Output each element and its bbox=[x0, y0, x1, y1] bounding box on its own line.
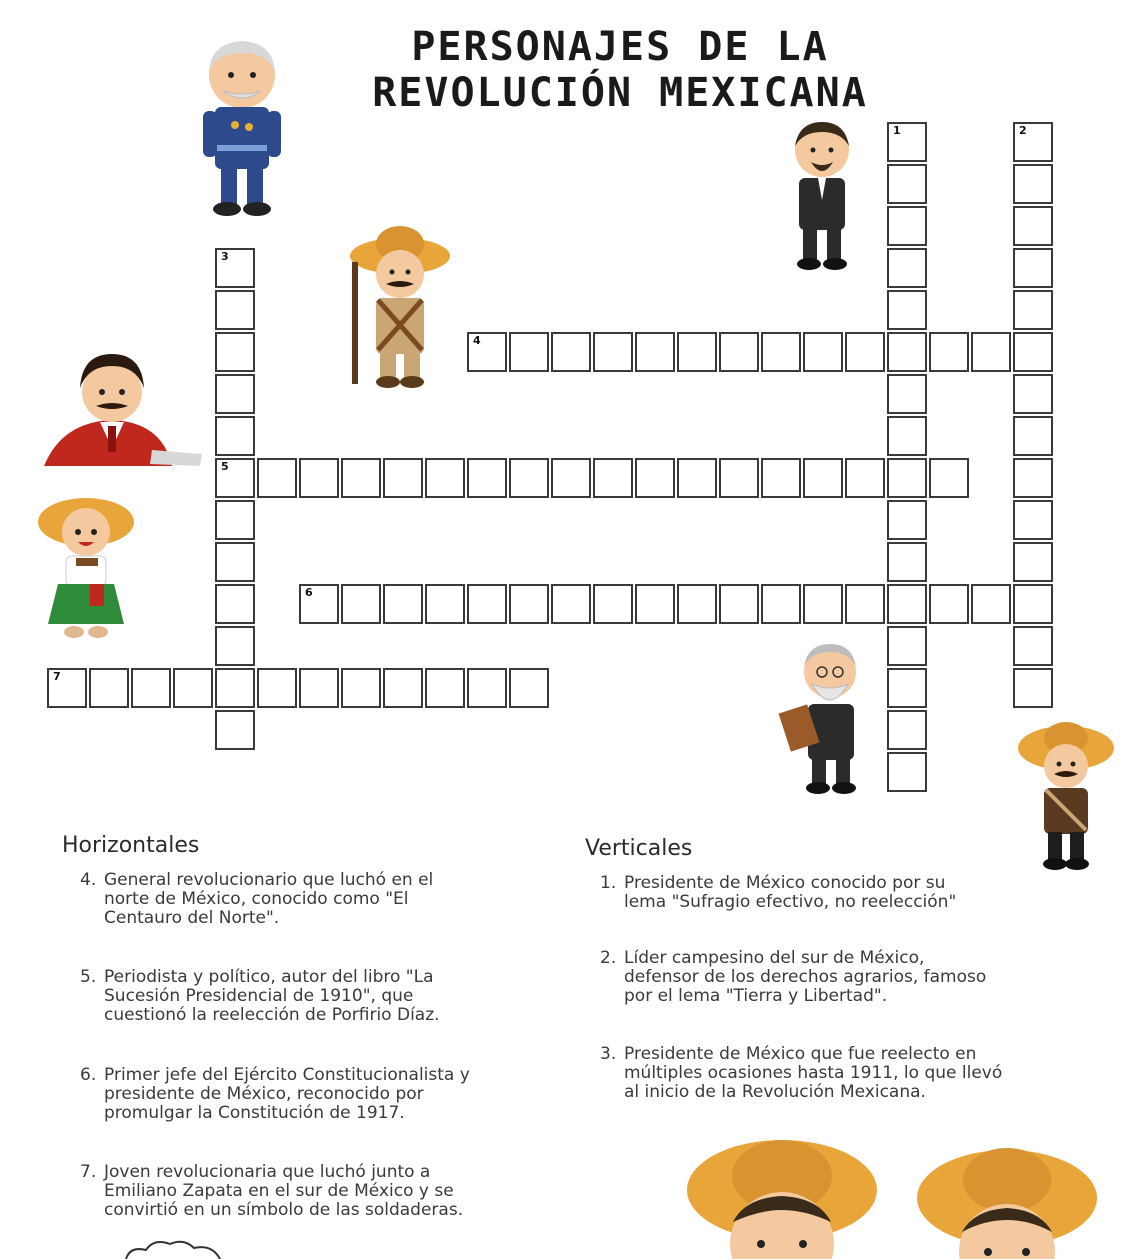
crossword-cell[interactable] bbox=[761, 584, 801, 624]
crossword-cell[interactable] bbox=[509, 584, 549, 624]
crossword-cell[interactable] bbox=[803, 584, 843, 624]
clue-number: 5. bbox=[80, 967, 97, 987]
crossword-cell[interactable] bbox=[1013, 374, 1053, 414]
crossword-cell[interactable] bbox=[1013, 626, 1053, 666]
title-line-1: PERSONAJES DE LA bbox=[411, 24, 829, 70]
crossword-cell[interactable] bbox=[257, 458, 297, 498]
crossword-cell[interactable] bbox=[887, 458, 927, 498]
crossword-cell[interactable] bbox=[467, 332, 507, 372]
crossword-cell[interactable] bbox=[341, 458, 381, 498]
crossword-cell[interactable] bbox=[1013, 122, 1053, 162]
crossword-cell[interactable] bbox=[47, 668, 87, 708]
clue-line: General revolucionario que luchó en el bbox=[104, 870, 434, 890]
crossword-cell[interactable] bbox=[887, 752, 927, 792]
crossword-cell[interactable] bbox=[635, 332, 675, 372]
crossword-cell[interactable] bbox=[719, 458, 759, 498]
crossword-cell[interactable] bbox=[677, 458, 717, 498]
crossword-cell[interactable] bbox=[341, 668, 381, 708]
clue-vertical-3 bbox=[600, 1044, 1124, 1102]
clue-number-label: 4 bbox=[473, 334, 481, 347]
crossword-cell[interactable] bbox=[719, 332, 759, 372]
zapata-illustration bbox=[1016, 716, 1116, 874]
crossword-cell[interactable] bbox=[215, 290, 255, 330]
crossword-cell[interactable] bbox=[887, 584, 927, 624]
clue-line: por el lema "Tierra y Libertad". bbox=[624, 986, 888, 1006]
porfirio-diaz-illustration bbox=[195, 35, 290, 220]
crossword-cell[interactable] bbox=[593, 332, 633, 372]
crossword-cell[interactable] bbox=[509, 458, 549, 498]
crossword-cell[interactable] bbox=[467, 458, 507, 498]
crossword-cell[interactable] bbox=[299, 668, 339, 708]
crossword-cell[interactable] bbox=[971, 584, 1011, 624]
crossword-cell[interactable] bbox=[551, 584, 591, 624]
crossword-cell[interactable] bbox=[215, 542, 255, 582]
crossword-cell[interactable] bbox=[593, 458, 633, 498]
cloud-decoration-icon bbox=[120, 1238, 230, 1259]
clue-line: Joven revolucionaria que luchó junto a bbox=[104, 1162, 431, 1182]
crossword-cell[interactable] bbox=[299, 458, 339, 498]
page-title bbox=[300, 24, 940, 116]
crossword-cell[interactable] bbox=[803, 458, 843, 498]
crossword-cell[interactable] bbox=[887, 626, 927, 666]
crossword-cell[interactable] bbox=[215, 416, 255, 456]
crossword-cell[interactable] bbox=[215, 458, 255, 498]
crossword-cell[interactable] bbox=[1013, 206, 1053, 246]
crossword-cell[interactable] bbox=[341, 584, 381, 624]
crossword-cell[interactable] bbox=[383, 458, 423, 498]
clue-number: 2. bbox=[600, 948, 617, 968]
crossword-cell[interactable] bbox=[215, 626, 255, 666]
crossword-cell[interactable] bbox=[887, 710, 927, 750]
crossword-cell[interactable] bbox=[467, 584, 507, 624]
crossword-cell[interactable] bbox=[887, 290, 927, 330]
clue-number: 4. bbox=[80, 870, 97, 890]
crossword-cell[interactable] bbox=[845, 332, 885, 372]
crossword-cell[interactable] bbox=[761, 458, 801, 498]
crossword-cell[interactable] bbox=[215, 248, 255, 288]
clue-number: 3. bbox=[600, 1044, 617, 1064]
crossword-cell[interactable] bbox=[1013, 542, 1053, 582]
clue-horizontal-6 bbox=[80, 1065, 584, 1123]
crossword-cell[interactable] bbox=[1013, 248, 1053, 288]
crossword-cell[interactable] bbox=[425, 458, 465, 498]
child-sombrero-illustration-1 bbox=[685, 1132, 880, 1259]
crossword-cell[interactable] bbox=[509, 332, 549, 372]
crossword-cell[interactable] bbox=[887, 332, 927, 372]
clue-vertical-2 bbox=[600, 948, 1124, 1006]
crossword-cell[interactable] bbox=[887, 416, 927, 456]
crossword-cell[interactable] bbox=[551, 458, 591, 498]
title-line-2: REVOLUCIÓN MEXICANA bbox=[372, 70, 868, 116]
verticales-heading: Verticales bbox=[585, 836, 693, 861]
carranza-illustration bbox=[778, 638, 873, 798]
crossword-cell[interactable] bbox=[299, 584, 339, 624]
crossword-cell[interactable] bbox=[383, 668, 423, 708]
crossword-cell[interactable] bbox=[1013, 290, 1053, 330]
clue-line: Emiliano Zapata en el sur de México y se bbox=[104, 1181, 454, 1201]
crossword-cell[interactable] bbox=[593, 584, 633, 624]
periodista-portrait-illustration bbox=[42, 348, 207, 468]
crossword-cell[interactable] bbox=[131, 668, 171, 708]
crossword-cell[interactable] bbox=[887, 542, 927, 582]
clue-horizontal-5 bbox=[80, 967, 574, 1025]
clue-number-label: 6 bbox=[305, 586, 313, 599]
clue-line: múltiples ocasiones hasta 1911, lo que llevó bbox=[624, 1063, 1003, 1083]
clue-number: 1. bbox=[600, 873, 617, 893]
crossword-cell[interactable] bbox=[719, 584, 759, 624]
clue-line: Presidente de México conocido por su bbox=[624, 873, 946, 893]
crossword-cell[interactable] bbox=[257, 668, 297, 708]
crossword-cell[interactable] bbox=[761, 332, 801, 372]
clue-line: Primer jefe del Ejército Constitucionalista y bbox=[104, 1065, 470, 1085]
crossword-cell[interactable] bbox=[215, 668, 255, 708]
crossword-cell[interactable] bbox=[887, 164, 927, 204]
francisco-madero-illustration bbox=[785, 118, 860, 273]
crossword-cell[interactable] bbox=[383, 584, 423, 624]
crossword-cell[interactable] bbox=[1013, 458, 1053, 498]
clue-line: presidente de México, reconocido por bbox=[104, 1084, 424, 1104]
crossword-cell[interactable] bbox=[845, 458, 885, 498]
crossword-cell[interactable] bbox=[425, 584, 465, 624]
clue-line: lema "Sufragio efectivo, no reelección" bbox=[624, 892, 957, 912]
crossword-cell[interactable] bbox=[635, 458, 675, 498]
crossword-cell[interactable] bbox=[1013, 332, 1053, 372]
crossword-cell[interactable] bbox=[677, 584, 717, 624]
crossword-cell[interactable] bbox=[173, 668, 213, 708]
clue-line: Líder campesino del sur de México, bbox=[624, 948, 925, 968]
soldadera-girl-illustration bbox=[36, 488, 136, 648]
clue-line: defensor de los derechos agrarios, famoso bbox=[624, 967, 987, 987]
clue-line: promulgar la Constitución de 1917. bbox=[104, 1103, 405, 1123]
crossword-cell[interactable] bbox=[467, 668, 507, 708]
clue-number-label: 7 bbox=[53, 670, 61, 683]
crossword-cell[interactable] bbox=[971, 332, 1011, 372]
clue-line: Periodista y político, autor del libro "La bbox=[104, 967, 434, 987]
clue-line: Centauro del Norte". bbox=[104, 908, 280, 928]
clue-horizontal-4 bbox=[80, 870, 574, 928]
clue-line: convirtió en un símbolo de las soldaderas. bbox=[104, 1200, 464, 1220]
clue-horizontal-7 bbox=[80, 1162, 584, 1220]
clue-line: norte de México, conocido como "El bbox=[104, 889, 409, 909]
crossword-cell[interactable] bbox=[89, 668, 129, 708]
crossword-cell[interactable] bbox=[887, 500, 927, 540]
crossword-cell[interactable] bbox=[803, 332, 843, 372]
crossword-cell[interactable] bbox=[551, 332, 591, 372]
clue-number: 6. bbox=[80, 1065, 97, 1085]
crossword-cell[interactable] bbox=[509, 668, 549, 708]
clue-line: Presidente de México que fue reelecto en bbox=[624, 1044, 977, 1064]
crossword-cell[interactable] bbox=[887, 206, 927, 246]
crossword-cell[interactable] bbox=[635, 584, 675, 624]
crossword-cell[interactable] bbox=[929, 332, 969, 372]
crossword-cell[interactable] bbox=[887, 668, 927, 708]
crossword-cell[interactable] bbox=[215, 332, 255, 372]
crossword-cell[interactable] bbox=[215, 500, 255, 540]
clue-vertical-1 bbox=[600, 873, 1124, 912]
crossword-cell[interactable] bbox=[845, 584, 885, 624]
clue-number-label: 2 bbox=[1019, 124, 1027, 137]
clue-line: Sucesión Presidencial de 1910", que bbox=[104, 986, 414, 1006]
clue-number-label: 5 bbox=[221, 460, 229, 473]
crossword-cell[interactable] bbox=[1013, 500, 1053, 540]
clue-line: cuestionó la reelección de Porfirio Díaz. bbox=[104, 1005, 440, 1025]
crossword-cell[interactable] bbox=[887, 374, 927, 414]
crossword-cell[interactable] bbox=[1013, 164, 1053, 204]
crossword-cell[interactable] bbox=[929, 458, 969, 498]
clue-number-label: 3 bbox=[221, 250, 229, 263]
clue-number: 7. bbox=[80, 1162, 97, 1182]
crossword-cell[interactable] bbox=[215, 374, 255, 414]
child-sombrero-illustration-2 bbox=[912, 1140, 1102, 1259]
crossword-cell[interactable] bbox=[887, 122, 927, 162]
crossword-cell[interactable] bbox=[887, 248, 927, 288]
crossword-cell[interactable] bbox=[1013, 668, 1053, 708]
crossword-cell[interactable] bbox=[929, 584, 969, 624]
horizontales-heading: Horizontales bbox=[62, 833, 200, 858]
crossword-cell[interactable] bbox=[425, 668, 465, 708]
crossword-cell[interactable] bbox=[215, 584, 255, 624]
clue-number-label: 1 bbox=[893, 124, 901, 137]
crossword-cell[interactable] bbox=[215, 710, 255, 750]
pancho-villa-illustration bbox=[340, 222, 450, 392]
clue-line: al inicio de la Revolución Mexicana. bbox=[624, 1082, 926, 1102]
crossword-cell[interactable] bbox=[1013, 416, 1053, 456]
crossword-cell[interactable] bbox=[677, 332, 717, 372]
crossword-cell[interactable] bbox=[1013, 584, 1053, 624]
